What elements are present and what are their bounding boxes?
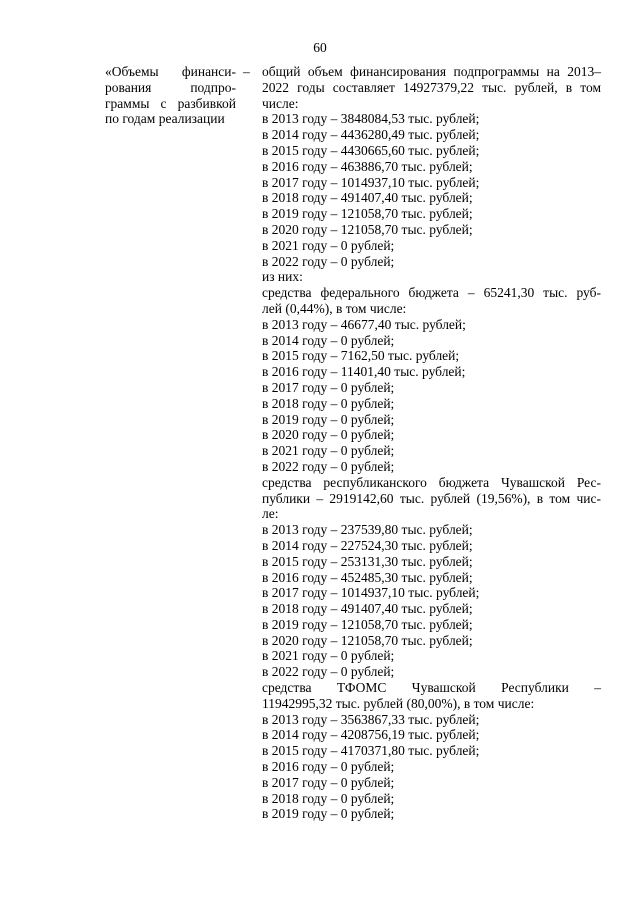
funding-line: в 2016 году – 0 рублей; <box>262 759 395 775</box>
funding-line: средства ТФОМС Чувашской Республики – <box>262 680 601 696</box>
funding-line: в 2016 году – 463886,70 тыс. рублей; <box>262 158 473 174</box>
funding-line: в 2017 году – 1014937,10 тыс. рублей; <box>262 174 480 190</box>
label-line: по годам реализации <box>105 111 225 127</box>
funding-line: в 2022 году – 0 рублей; <box>262 664 395 680</box>
label-line: «Объемы финанси- <box>105 64 236 79</box>
funding-line: в 2014 году – 0 рублей; <box>262 332 395 348</box>
funding-line: в 2018 году – 491407,40 тыс. рублей; <box>262 601 473 617</box>
funding-line: общий объем финансирования подпрограммы на 2013– <box>262 64 601 79</box>
funding-line: в 2019 году – 121058,70 тыс. рублей; <box>262 206 473 222</box>
funding-line: числе: <box>262 95 299 111</box>
funding-line: в 2013 году – 3848084,53 тыс. рублей; <box>262 111 480 127</box>
funding-line: в 2022 году – 0 рублей; <box>262 458 395 474</box>
funding-line: в 2015 году – 4430665,60 тыс. рублей; <box>262 142 480 158</box>
funding-line: в 2020 году – 0 рублей; <box>262 427 395 443</box>
funding-line: в 2015 году – 7162,50 тыс. рублей; <box>262 348 460 364</box>
funding-line: 2022 годы составляет 14927379,22 тыс. рублей, в том <box>262 79 601 95</box>
funding-line: в 2019 году – 0 рублей; <box>262 411 395 427</box>
page-number: 60 <box>313 40 327 55</box>
funding-details-text <box>262 64 601 822</box>
field-separator-dash: – <box>243 64 250 79</box>
funding-line: лей (0,44%), в том числе: <box>262 300 407 316</box>
funding-line: в 2022 году – 0 рублей; <box>262 253 395 269</box>
funding-line: публики – 2919142,60 тыс. рублей (19,56%), в том чис- <box>262 490 601 506</box>
funding-line: в 2015 году – 4170371,80 тыс. рублей; <box>262 743 480 759</box>
funding-line: в 2014 году – 4208756,19 тыс. рублей; <box>262 727 480 743</box>
funding-line: в 2013 году – 46677,40 тыс. рублей; <box>262 316 466 332</box>
funding-line: в 2017 году – 0 рублей; <box>262 774 395 790</box>
funding-line: в 2019 году – 0 рублей; <box>262 806 395 822</box>
funding-line: в 2014 году – 4436280,49 тыс. рублей; <box>262 127 480 143</box>
funding-line: ле: <box>262 506 279 522</box>
funding-line: в 2019 году – 121058,70 тыс. рублей; <box>262 616 473 632</box>
funding-line: в 2021 году – 0 рублей; <box>262 237 395 253</box>
funding-line: в 2014 году – 227524,30 тыс. рублей; <box>262 537 473 553</box>
funding-line: в 2020 году – 121058,70 тыс. рублей; <box>262 221 473 237</box>
funding-line: в 2017 году – 0 рублей; <box>262 379 395 395</box>
funding-line: в 2018 году – 491407,40 тыс. рублей; <box>262 190 473 206</box>
label-line: граммы с разбивкой <box>105 95 236 111</box>
funding-line: в 2017 году – 1014937,10 тыс. рублей; <box>262 585 480 601</box>
funding-line: в 2016 году – 452485,30 тыс. рублей; <box>262 569 473 585</box>
funding-line: в 2021 году – 0 рублей; <box>262 443 395 459</box>
funding-line: в 2013 году – 237539,80 тыс. рублей; <box>262 522 473 538</box>
funding-line: средства федерального бюджета – 65241,30 тыс. руб- <box>262 285 601 301</box>
passport-field-label <box>105 64 236 127</box>
funding-line: в 2013 году – 3563867,33 тыс. рублей; <box>262 711 480 727</box>
funding-line: в 2018 году – 0 рублей; <box>262 395 395 411</box>
funding-line: средства республиканского бюджета Чувашской Рес- <box>262 474 601 490</box>
funding-line: 11942995,32 тыс. рублей (80,00%), в том числе: <box>262 695 535 711</box>
label-line: рования подпро- <box>105 79 236 95</box>
funding-line: в 2020 году – 121058,70 тыс. рублей; <box>262 632 473 648</box>
funding-line: из них: <box>262 269 303 285</box>
funding-line: в 2021 году – 0 рублей; <box>262 648 395 664</box>
funding-line: в 2018 году – 0 рублей; <box>262 790 395 806</box>
funding-line: в 2016 году – 11401,40 тыс. рублей; <box>262 364 466 380</box>
funding-line: в 2015 году – 253131,30 тыс. рублей; <box>262 553 473 569</box>
